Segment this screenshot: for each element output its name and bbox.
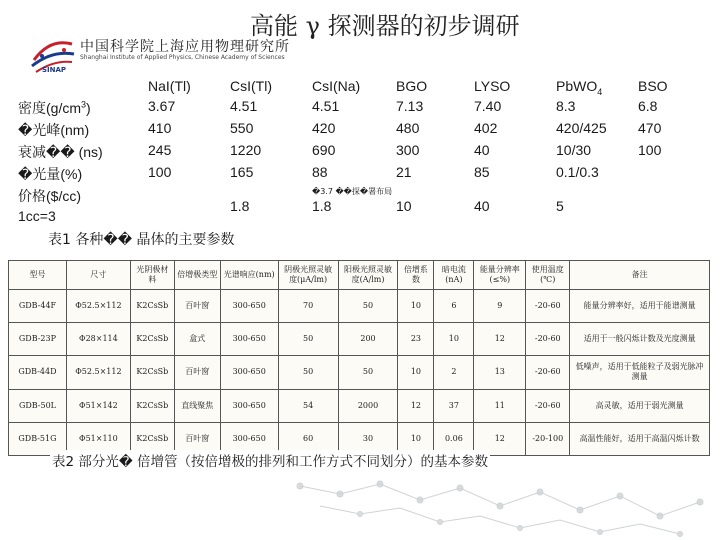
value-cell: 5 <box>556 198 564 214</box>
header-cell: 尺寸 <box>66 261 130 290</box>
value-cell: 402 <box>474 120 498 136</box>
value-cell: 40 <box>474 142 490 158</box>
pmt-cell: 低噪声，适用于低能粒子及弱光脉冲测量 <box>570 356 710 389</box>
col-header: CsI(Na) <box>312 78 361 94</box>
pmt-cell: 70 <box>278 290 338 323</box>
small-note: �3.7 ��探�署布局 <box>312 187 393 196</box>
value-cell: 1.8 <box>312 198 332 214</box>
pmt-cell: 37 <box>434 389 474 422</box>
value-cell: 480 <box>396 120 420 136</box>
value-cell: 165 <box>230 164 254 180</box>
value-cell: 10 <box>396 198 412 214</box>
row-label: 价格($/cc) <box>18 188 81 204</box>
pmt-header-row <box>9 261 710 290</box>
decorative-circuit-pattern <box>0 466 720 540</box>
pmt-cell: 百叶窗 <box>174 290 220 323</box>
slide-title: 高能 γ 探测器的初步调研 <box>250 12 520 40</box>
pmt-cell: 2 <box>434 356 474 389</box>
pmt-cell: -20-60 <box>526 389 570 422</box>
value-cell: 6.8 <box>638 98 658 114</box>
pmt-cell: K2CsSb <box>130 290 174 323</box>
value-cell: 8.3 <box>556 98 576 114</box>
value-cell: 245 <box>148 142 172 158</box>
row-label: �光量(%) <box>18 166 83 182</box>
col-header: PbWO$_4$ <box>556 78 603 97</box>
pmt-cell: -20-60 <box>526 356 570 389</box>
value-cell: 300 <box>396 142 420 158</box>
row-label: 密度$(g/cm^3)$ <box>18 99 91 116</box>
header-cell: 倍增系数 <box>398 261 434 290</box>
pmt-cell: 高灵敏，适用于弱光测量 <box>570 389 710 422</box>
value-cell: 0.1/0.3 <box>556 164 599 180</box>
pmt-cell: GDB-50L <box>9 389 67 422</box>
pmt-cell: 10 <box>398 290 434 323</box>
pmt-cell: 300-650 <box>220 422 278 455</box>
pmt-cell: 百叶窗 <box>174 422 220 455</box>
pmt-cell: Φ28×114 <box>66 323 130 356</box>
row-label: 衰减�� (ns) <box>18 144 103 160</box>
pmt-row <box>9 389 710 422</box>
value-cell: 100 <box>638 142 662 158</box>
value-cell: 21 <box>396 164 412 180</box>
value-cell: 10/30 <box>556 142 592 158</box>
pmt-cell: 200 <box>338 323 398 356</box>
pmt-cell: Φ51×110 <box>66 422 130 455</box>
pmt-cell: 直线聚焦 <box>174 389 220 422</box>
value-cell: 410 <box>148 120 172 136</box>
pmt-cell: -20-60 <box>526 323 570 356</box>
value-cell: 690 <box>312 142 336 158</box>
value-cell: 1.8 <box>230 198 250 214</box>
pmt-cell: 54 <box>278 389 338 422</box>
pmt-cell: GDB-23P <box>9 323 67 356</box>
value-cell: 550 <box>230 120 254 136</box>
pmt-cell: 高温性能好，适用于高温闪烁计数 <box>570 422 710 455</box>
pmt-cell: 12 <box>474 323 526 356</box>
pmt-cell: 30 <box>338 422 398 455</box>
pmt-cell: Φ52.5×112 <box>66 290 130 323</box>
value-cell: 4.51 <box>230 98 258 114</box>
header-cell: 光阴极材料 <box>130 261 174 290</box>
pmt-cell: 60 <box>278 422 338 455</box>
pmt-cell: GDB-51G <box>9 422 67 455</box>
pmt-cell: 50 <box>278 323 338 356</box>
value-cell: 40 <box>474 198 490 214</box>
pmt-cell: 百叶窗 <box>174 356 220 389</box>
header-cell: 暗电流(nA) <box>434 261 474 290</box>
header-cell: 使用温度(℃) <box>526 261 570 290</box>
value-cell: 7.40 <box>474 98 502 114</box>
table1-caption: 表1 各种�� 晶体的主要参数 <box>48 232 235 248</box>
pmt-cell: 300-650 <box>220 389 278 422</box>
col-header: LYSO <box>474 78 511 94</box>
pmt-cell: 适用于一般闪烁计数及光度测量 <box>570 323 710 356</box>
pmt-cell: 10 <box>398 422 434 455</box>
pmt-cell: K2CsSb <box>130 356 174 389</box>
value-cell: 1220 <box>230 142 262 158</box>
value-cell: 470 <box>638 120 662 136</box>
row-label: 1cc=3 <box>18 208 56 224</box>
pmt-cell: 6 <box>434 290 474 323</box>
header-cell: 阴极光照灵敏度(μA/lm) <box>278 261 338 290</box>
pmt-cell: 23 <box>398 323 434 356</box>
pmt-cell: 9 <box>474 290 526 323</box>
pmt-cell: 50 <box>338 290 398 323</box>
pmt-cell: 能量分辨率好，适用于能谱测量 <box>570 290 710 323</box>
value-cell: 85 <box>474 164 490 180</box>
col-header: CsI(Tl) <box>230 78 272 94</box>
pmt-cell: -20-60 <box>526 290 570 323</box>
col-header: BSO <box>638 78 668 94</box>
pmt-cell: Φ52.5×112 <box>66 356 130 389</box>
pmt-row <box>9 323 710 356</box>
logo-name-cn: 中国科学院上海应用物理研究所 <box>80 39 290 55</box>
pmt-cell: K2CsSb <box>130 323 174 356</box>
col-header: BGO <box>396 78 428 94</box>
pmt-cell: 10 <box>434 323 474 356</box>
header-cell: 光谱响应(nm) <box>220 261 278 290</box>
value-cell: 7.13 <box>396 98 424 114</box>
value-cell: 420/425 <box>556 120 607 136</box>
pmt-cell: 50 <box>278 356 338 389</box>
pmt-cell: 11 <box>474 389 526 422</box>
pmt-row <box>9 290 710 323</box>
pmt-table <box>8 260 710 456</box>
header-cell: 备注 <box>570 261 710 290</box>
pmt-cell: -20-100 <box>526 422 570 455</box>
pmt-cell: 2000 <box>338 389 398 422</box>
pmt-cell: K2CsSb <box>130 389 174 422</box>
header-cell: 倍增极类型 <box>174 261 220 290</box>
col-header: NaI(Tl) <box>148 78 191 94</box>
pmt-cell: 盒式 <box>174 323 220 356</box>
value-cell: 420 <box>312 120 336 136</box>
pmt-cell: 300-650 <box>220 356 278 389</box>
pmt-cell: GDB-44F <box>9 290 67 323</box>
pmt-cell: 300-650 <box>220 290 278 323</box>
value-cell: 4.51 <box>312 98 340 114</box>
pmt-cell: 12 <box>474 422 526 455</box>
pmt-cell: 300-650 <box>220 323 278 356</box>
pmt-cell: GDB-44D <box>9 356 67 389</box>
logo-name-en: Shanghai Institute of Applied Physics, Chinese Academy of Sciences <box>80 54 285 61</box>
pmt-cell: 12 <box>398 389 434 422</box>
value-cell: 100 <box>148 164 172 180</box>
pmt-cell: 50 <box>338 356 398 389</box>
pmt-cell: Φ51×142 <box>66 389 130 422</box>
header-cell: 型号 <box>9 261 67 290</box>
table2-caption: 表2 部分光� 倍增管（按倍增极的排列和工作方式不同划分）的基本参数 <box>50 450 490 470</box>
pmt-cell: 10 <box>398 356 434 389</box>
logo-abbr: SINAP <box>42 66 67 74</box>
header-cell: 阳极光照灵敏度(A/lm) <box>338 261 398 290</box>
row-label: �光峰(nm) <box>18 122 90 138</box>
pmt-cell: 13 <box>474 356 526 389</box>
pmt-cell: 0.06 <box>434 422 474 455</box>
pmt-cell: K2CsSb <box>130 422 174 455</box>
pmt-row <box>9 356 710 389</box>
header-cell: 能量分辨率(≤%) <box>474 261 526 290</box>
value-cell: 88 <box>312 164 328 180</box>
value-cell: 3.67 <box>148 98 176 114</box>
